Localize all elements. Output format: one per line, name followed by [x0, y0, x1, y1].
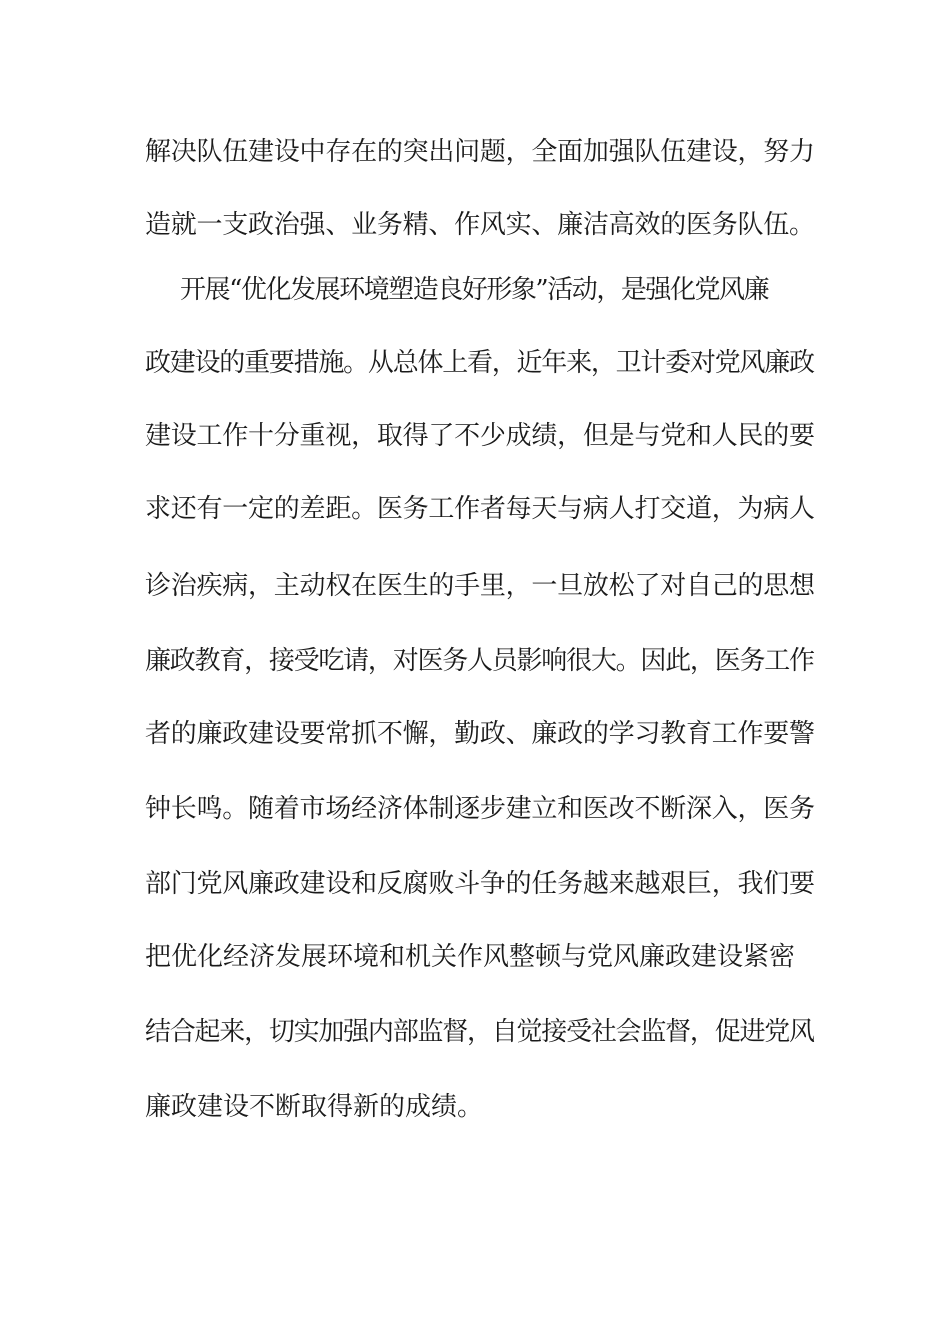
- text-line-1: 解决队伍建设中存在的突出问题，全面加强队伍建设，努力: [145, 137, 815, 167]
- text-line-8: 廉政教育，接受吃请，对医务人员影响很大。因此，医务工作: [145, 646, 814, 676]
- text-line-11: 部门党风廉政建设和反腐败斗争的任务越来越艰巨，我们要: [145, 869, 815, 899]
- text-line-4: 政建设的重要措施。从总体上看，近年来，卫计委对党风廉政: [145, 348, 814, 378]
- text-line-6: 求还有一定的差距。医务工作者每天与病人打交道，为病人: [145, 494, 815, 524]
- text-line-10: 钟长鸣。随着市场经济体制逐步建立和医改不断深入，医务: [145, 794, 815, 824]
- text-line-13: 结合起来，切实加强内部监督，自觉接受社会监督，促进党风: [145, 1017, 814, 1047]
- text-line-7: 诊治疾病，主动权在医生的手里，一旦放松了对自己的思想: [145, 571, 815, 601]
- text-line-14: 廉政建设不断取得新的成绩。: [145, 1092, 484, 1122]
- text-line-2: 造就一支政治强、业务精、作风实、廉洁高效的医务队伍。: [145, 210, 815, 240]
- text-line-5: 建设工作十分重视，取得了不少成绩，但是与党和人民的要: [145, 421, 815, 451]
- text-line-9: 者的廉政建设要常抓不懈，勤政、廉政的学习教育工作要警: [145, 719, 815, 749]
- text-line-12: 把优化经济发展环境和机关作风整顿与党风廉政建设紧密: [145, 942, 796, 972]
- paragraph-first-line: 开展“优化发展环境塑造良好形象”活动，是强化党风廉: [180, 275, 769, 305]
